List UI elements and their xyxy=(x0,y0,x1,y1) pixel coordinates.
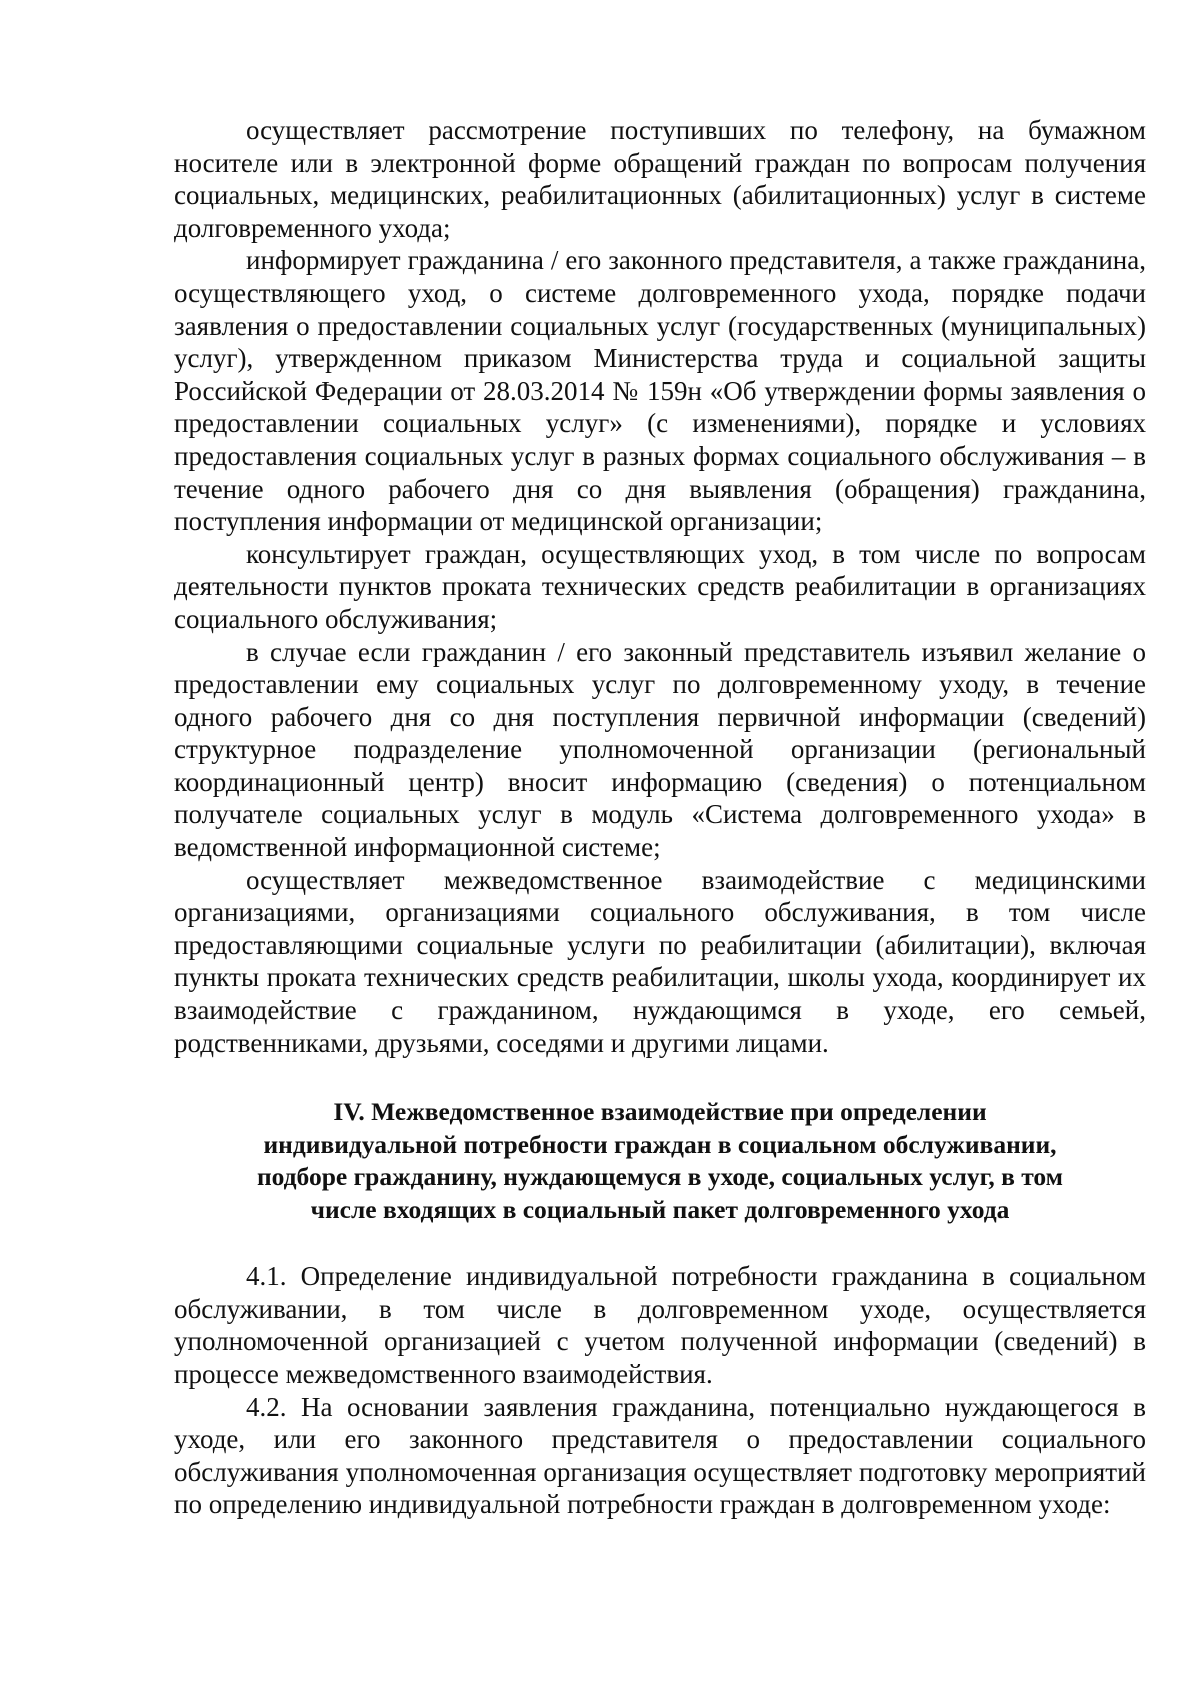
section-heading-line-2: индивидуальной потребности граждан в социальном обслуживании, xyxy=(263,1129,1057,1159)
section-heading-line-1: IV. Межведомственное взаимодействие при определении xyxy=(333,1097,987,1127)
section-heading xyxy=(192,1096,1128,1226)
paragraph-consult-caregivers: консультирует граждан, осуществляющих уход, в том числе по вопросам деятельности пунктов проката технических средств реабилитации в организациях социального обслуживания; xyxy=(174,538,1146,634)
document-body xyxy=(174,114,1146,1521)
paragraph-inform-citizen: информирует гражданина / его законного представителя, а также гражданина, осуществляющего уход, о системе долговременного ухода, порядке подачи заявления о предоставлении социальных услуг (государственных (муниципальных) услуг), утвержденном приказом Министерства труда и социальной защиты Российской Федерации от 28.03.2014 № 159н «Об утверждении формы заявления о предоставлении социальных услуг» (с изменениями), порядке и условиях предоставления социальных услуг в разных формах социального обслуживания – в течение одного рабочего дня со дня выявления (обращения) гражданина, поступления информации от медицинской организации; xyxy=(174,245,1146,537)
paragraph-4-1: 4.1. Определение индивидуальной потребности гражданина в социальном обслуживании, в том числе в долговременном уходе, осуществляется уполномоченной организацией с учетом полученной информации (сведений) в процессе межведомственного взаимодействия. xyxy=(174,1261,1146,1389)
paragraph-enter-information: в случае если гражданин / его законный представитель изъявил желание о предоставлении ему социальных услуг по долговременному уходу, в течение одного рабочего дня со дня поступления первичной информации (сведений) структурное подразделение уполномоченной организации (региональный координационный центр) вносит информацию (сведения) о потенциальном получателе социальных услуг в модуль «Система долговременного ухода» в ведомственной информационной системе; xyxy=(174,636,1146,863)
paragraph-review-appeals: осуществляет рассмотрение поступивших по телефону, на бумажном носителе или в электронной форме обращений граждан по вопросам получения социальных, медицинских, реабилитационных (абилитационных) услуг в системе долговременного ухода; xyxy=(174,115,1146,243)
section-heading-line-3: подборе гражданину, нуждающемуся в уходе, социальных услуг, в том xyxy=(256,1162,1064,1192)
section-heading-line-4: числе входящих в социальный пакет долговременного ухода xyxy=(310,1194,1010,1224)
paragraph-interagency-interaction: осуществляет межведомственное взаимодействие с медицинскими организациями, организациями социального обслуживания, в том числе предоставляющими социальные услуги по реабилитации (абилитации), включая пункты проката технических средств реабилитации, школы ухода, координирует их взаимодействие с гражданином, нуждающимся в уходе, его семьей, родственниками, друзьями, соседями и другими лицами. xyxy=(174,864,1146,1058)
paragraph-4-2: 4.2. На основании заявления гражданина, потенциально нуждающегося в уходе, или его законного представителя о предоставлении социального обслуживания уполномоченная организация осуществляет подготовку мероприятий по определению индивидуальной потребности граждан в долговременном уходе: xyxy=(174,1391,1146,1520)
